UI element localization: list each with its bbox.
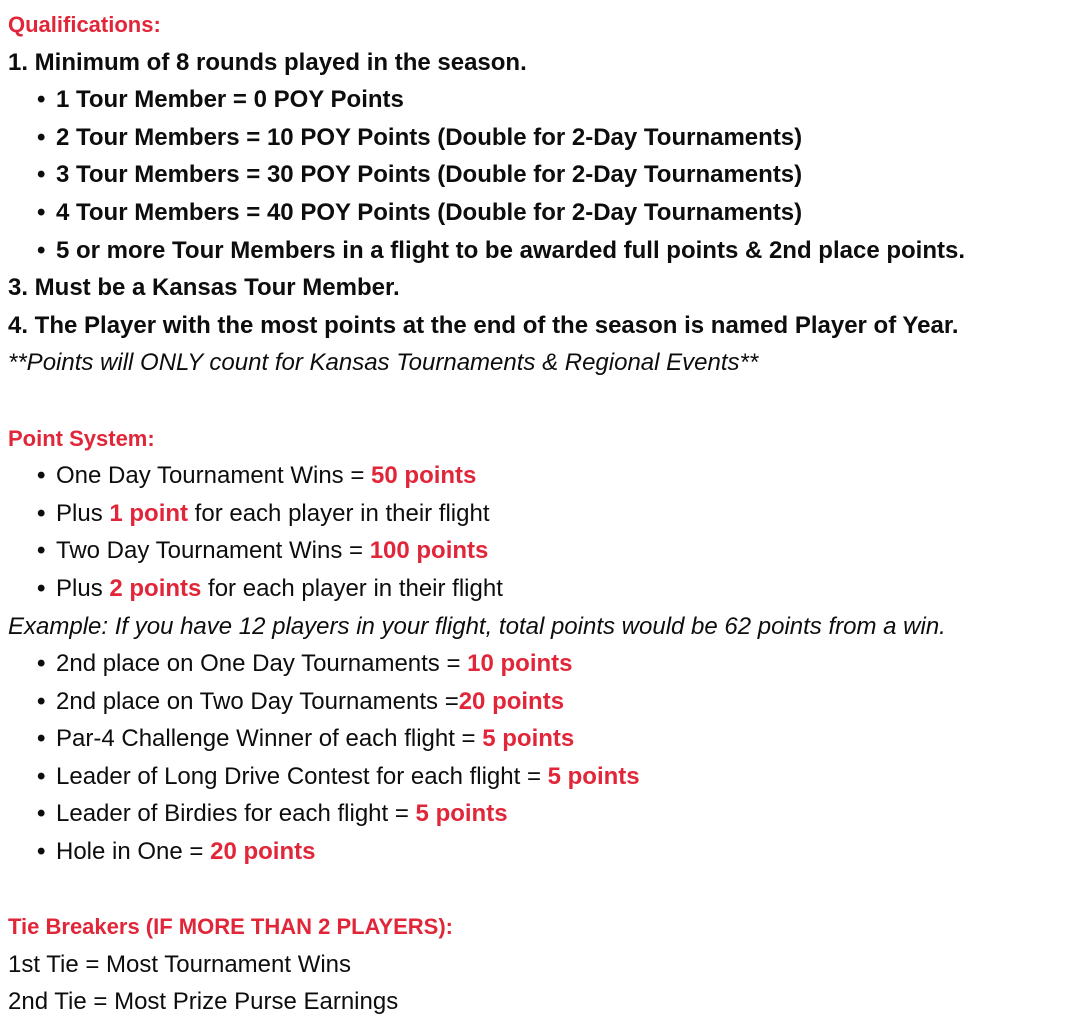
bullet-text: Leader of Birdies for each flight =: [56, 800, 416, 828]
bullet-text: for each player in their flight: [188, 499, 490, 527]
point-system-heading: Point System:: [8, 425, 155, 451]
list-item: • 3 Tour Members = 30 POY Points (Double for 2-Day Tournaments): [8, 156, 1080, 194]
list-item: [8, 645, 1080, 683]
bullet-text: Leader of Long Drive Contest for each flight =: [56, 762, 548, 790]
list-item: [8, 795, 1080, 833]
point-system-bullet-list-top: [8, 457, 1080, 607]
list-item: [8, 570, 1080, 608]
points-value: 1 point: [109, 499, 189, 527]
bullet-text: One Day Tournament Wins =: [56, 462, 372, 490]
tie-breakers-heading: Tie Breakers (IF MORE THAN 2 PLAYERS):: [8, 914, 454, 940]
bullet-text: Plus: [56, 499, 110, 527]
tie-breaker-2: 2nd Tie = Most Prize Purse Earnings: [8, 988, 399, 1016]
qualification-item-4: 4. The Player with the most points at the end of the season is named Player of Year.: [8, 311, 959, 339]
bullet-text: 2nd place on Two Day Tournaments =: [56, 687, 459, 715]
list-item: [8, 683, 1080, 721]
bullet-text: for each player in their flight: [201, 574, 503, 602]
bullet-text: Plus: [56, 574, 110, 602]
points-value: 2 points: [109, 574, 202, 602]
points-value: 20 points: [458, 687, 565, 715]
bullet-text: Two Day Tournament Wins =: [56, 537, 370, 565]
list-item: [8, 758, 1080, 796]
list-item: • 5 or more Tour Members in a flight to be awarded full points & 2nd place points.: [8, 232, 1080, 270]
qualifications-note: **Points will ONLY count for Kansas Tournaments & Regional Events**: [8, 349, 759, 377]
bullet-text: 2nd place on One Day Tournaments =: [56, 650, 468, 678]
points-value: 5 points: [482, 725, 575, 753]
tie-breaker-1: 1st Tie = Most Tournament Wins: [8, 950, 352, 978]
qualification-item-3: 3. Must be a Kansas Tour Member.: [8, 274, 400, 302]
list-item: [8, 720, 1080, 758]
point-system-bullet-list-bottom: [8, 645, 1080, 871]
list-item: [8, 532, 1080, 570]
points-value: 10 points: [467, 650, 573, 678]
points-value: 100 points: [369, 537, 489, 565]
list-item: • 2 Tour Members = 10 POY Points (Double for 2-Day Tournaments): [8, 119, 1080, 157]
list-item: [8, 833, 1080, 871]
point-system-example: Example: If you have 12 players in your flight, total points would be 62 points from a win.: [8, 612, 946, 640]
bullet-text: Par-4 Challenge Winner of each flight =: [56, 725, 483, 753]
points-value: 20 points: [210, 838, 316, 866]
bullet-text: Hole in One =: [56, 838, 211, 866]
points-value: 5 points: [415, 800, 508, 828]
list-item: • 1 Tour Member = 0 POY Points: [8, 81, 1080, 119]
points-value: 5 points: [547, 762, 640, 790]
qualifications-heading: Qualifications:: [8, 12, 161, 37]
list-item: • 4 Tour Members = 40 POY Points (Double for 2-Day Tournaments): [8, 194, 1080, 232]
points-value: 50 points: [371, 462, 477, 490]
list-item: [8, 495, 1080, 533]
list-item: [8, 457, 1080, 495]
qualifications-bullet-list: [8, 81, 1080, 269]
qualification-item-1: 1. Minimum of 8 rounds played in the season.: [8, 48, 527, 76]
